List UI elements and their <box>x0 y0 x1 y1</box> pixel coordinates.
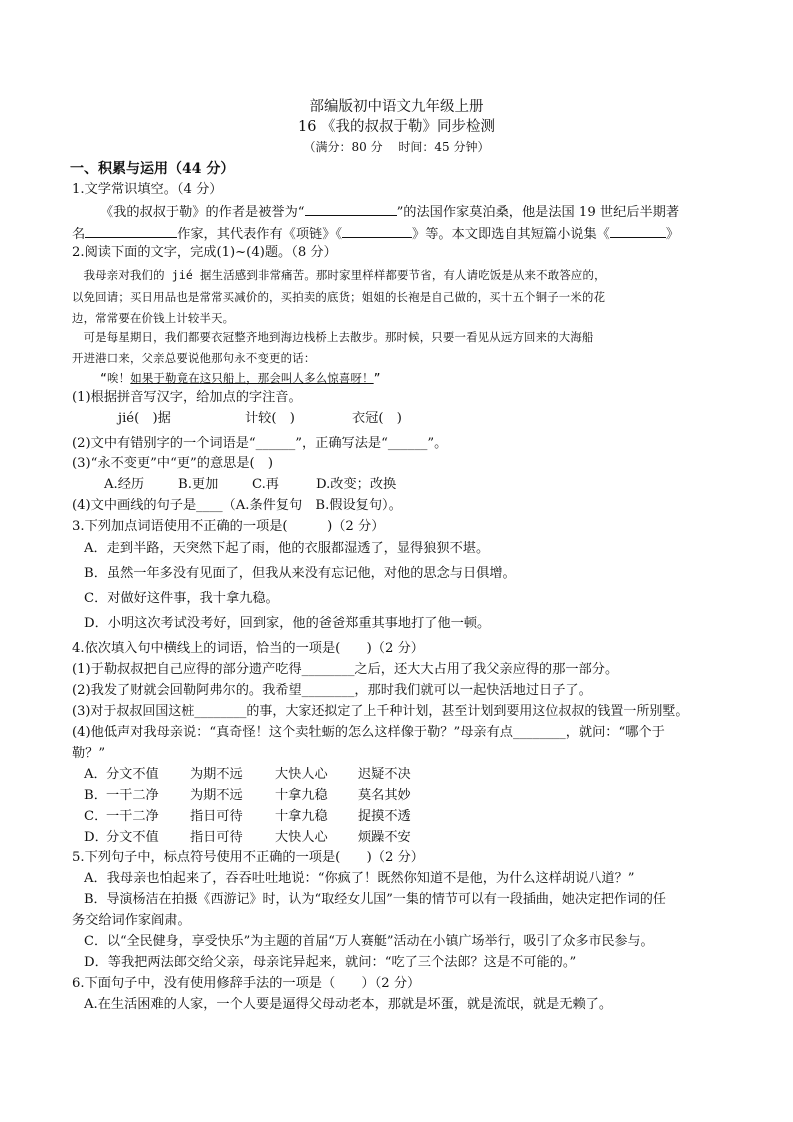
sentence-3: (3)对于叔叔回国这桩________的事，大家还拟定了上千种计划，甚至计划到要用这位叔叔的钱置一所别墅。 <box>72 704 689 719</box>
sentence-4: (4)他低声对我母亲说：“真奇怪！这个卖牡蛎的怎么这样像于勒？”母亲有点________，就问：“哪个于 <box>72 725 665 740</box>
question-1-line-1: 《我的叔叔于勒》的作者是被誉为“ ”的法国作家莫泊桑，他是法国 19 世纪后半期著 <box>100 205 680 220</box>
underlined-sentence: 如果于勒竟在这只船上，那会叫人多么惊喜呀！ <box>130 371 374 385</box>
passage-quote: “唉！如果于勒竟在这只船上，那会叫人多么惊喜呀！” <box>100 371 381 385</box>
option-a[interactable]: A．我母亲也怕起来了，吞吞吐吐地说：“你疯了！既然你知道不是他，为什么这样胡说八道？” <box>84 871 635 886</box>
question-6-stem: 6.下面句子中，没有使用修辞手法的一项是（ ）（2 分） <box>72 976 421 991</box>
subquestion-1: (1)根据拼音写汉字，给加点的字注音。 <box>72 390 302 405</box>
passage-line: 开进港口来，父亲总要说他那句永不变更的话： <box>72 351 316 365</box>
question-3-stem: 3.下列加点词语使用不正确的一项是( )（2 分） <box>72 519 385 534</box>
option-d[interactable]: D．小明这次考试没考好，回到家，他的爸爸郑重其事地打了他一顿。 <box>84 616 491 631</box>
option-a[interactable]: A.经历 <box>104 477 145 492</box>
option-b[interactable]: B．虽然一年多没有见面了，但我从来没有忘记他，对他的思念与日俱增。 <box>84 566 516 581</box>
sentence-4-cont: 勒？” <box>72 746 106 761</box>
question-1-stem: 1.文学常识填空。（4 分） <box>72 182 223 197</box>
answer-blank[interactable] <box>610 225 666 238</box>
passage-line: 我母亲对我们的 jié 据生活感到非常痛苦。那时家里样样都要节省，有人请吃饭是从来不敢答应的， <box>72 268 606 282</box>
answer-blank[interactable] <box>342 225 412 238</box>
option-c[interactable]: C.再 <box>252 477 279 492</box>
score-time-info: （满分：80 分 时间：45 分钟） <box>303 140 490 154</box>
option-d[interactable]: D．等我把两法郎交给父亲，母亲诧异起来，就问：“吃了三个法郎？这是不可能的。” <box>84 955 577 970</box>
option-b-cont: 务交给词作家阎肃。 <box>72 913 191 928</box>
option-a[interactable]: A．走到半路，天突然下起了雨，他的衣服都湿透了，显得狼狈不堪。 <box>84 541 490 556</box>
passage-line: 可是每星期日，我们都要衣冠整齐地到海边栈桥上去散步。那时候，只要一看见从远方回来的大海船 <box>72 330 594 344</box>
pinyin-item-3: 衣冠( ) <box>352 411 402 426</box>
question-4-stem: 4.依次填入句中横线上的词语，恰当的一项是( )（2 分） <box>72 641 424 656</box>
option-c[interactable]: C．对做好这件事，我十拿九稳。 <box>84 591 279 606</box>
option-a[interactable]: A.在生活困难的人家，一个人要是逼得父母动老本，那就是坏蛋，就是流氓，就是无赖了。 <box>84 997 613 1012</box>
document-title: 部编版初中语文九年级上册 <box>309 99 484 115</box>
document-subtitle: 16 《我的叔叔于勒》同步检测 <box>297 119 496 135</box>
subquestion-3: (3)“永不变更”中“更”的意思是( ) <box>72 456 273 471</box>
subquestion-4: (4)文中画线的句子是____（A.条件复句 B.假设复句）。 <box>72 498 402 513</box>
answer-blank[interactable] <box>305 203 397 216</box>
question-2-stem: 2.阅读下面的文字，完成(1)~(4)题。（8 分） <box>72 245 337 260</box>
passage-line: 边，常常要在价钱上计较半天。 <box>72 311 235 325</box>
option-b[interactable]: B．导演杨洁在拍摄《西游记》时，认为“取经女儿国”一集的情节可以有一段插曲，她决定把作词的任 <box>84 892 666 907</box>
passage-line: 以免回请；买日用品也是常常买减价的，买拍卖的底货；姐姐的长袍是自己做的，买十五个铜子一米的花 <box>72 290 606 304</box>
question-5-stem: 5.下列句子中，标点符号使用不正确的一项是( )（2 分） <box>72 850 424 865</box>
option-c[interactable]: C．以“全民健身，享受快乐”为主题的首届“万人赛艇”活动在小镇广场举行，吸引了众多市民参与。 <box>84 934 654 949</box>
sentence-1: (1)于勒叔叔把自己应得的部分遗产吃得________之后，还大大占用了我父亲应得的那一部分。 <box>72 662 619 677</box>
question-1-line-2: 名 作家，其代表作有《项链》《 》等。本文即选自其短篇小说集《 》 <box>72 227 680 242</box>
subquestion-2: (2)文中有错别字的一个词语是“______”，正确写法是“______”。 <box>72 436 448 451</box>
sentence-2: (2)我发了财就会回勒阿弗尔的。我希望________，那时我们就可以一起快活地过日子了。 <box>72 683 592 698</box>
option-d[interactable]: D.改变；改换 <box>316 477 397 492</box>
section-heading: 一、积累与运用（44 分） <box>70 161 235 177</box>
pinyin-item-1: jié( )据 <box>118 411 171 426</box>
option-b[interactable]: B.更加 <box>178 477 219 492</box>
answer-blank[interactable] <box>85 225 177 238</box>
pinyin-item-2: 计较( ) <box>245 411 295 426</box>
